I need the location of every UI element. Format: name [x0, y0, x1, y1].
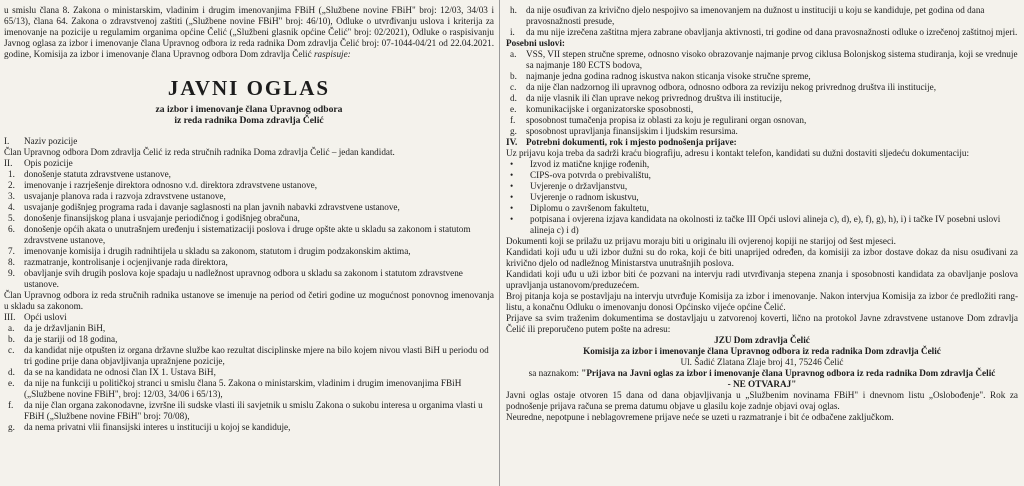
item-marker: e. [8, 378, 15, 388]
special-conditions-list [506, 49, 1018, 137]
item-marker: 6. [8, 224, 15, 234]
paragraph-interview: Kandidati koji uđu u uži izbor biti će pozvani na intervju radi utvrđivanja stepena znanja i sposobnosti kandidata za obavljanje poslova upravljanja ustanovom/preduzećem. [506, 269, 1018, 290]
general-conditions-list [4, 323, 494, 433]
announcement-title: JAVNI OGLAS [167, 76, 331, 100]
document-text: potpisana i ovjerena izjava kandidata na okolnosti iz tačke III Opći uslovi alineja c), d), e), f), g), h), i) i tačke IV posebni uslovi alineja c) i d) [530, 214, 1001, 235]
item-text: usvajanje godišnjeg programa rada i davanje saglasnosti na plan javnih nabavki zdravstvene ustanove, [24, 202, 400, 212]
list-item [4, 400, 494, 422]
item-marker: i. [510, 27, 515, 37]
item-text: donošenje finansijskog plana i usvajanje periodičnog i godišnjeg obračuna, [24, 213, 300, 223]
intro-tail: raspisuje: [313, 49, 351, 59]
document-text: Diplomu o završenom fakultetu, [530, 203, 649, 213]
address-marking [506, 368, 1018, 379]
item-text: da nije član nadzornog ili upravnog odbora, odnosno odbora za reviziju nekog privrednog društva ili institucije, [526, 82, 937, 92]
item-marker: 4. [8, 202, 15, 212]
position-text: Član Upravnog odbora Dom zdravlja Čelić iz reda stručnih radnika Doma zdravlja Čelić – jedan kandidat. [4, 147, 395, 157]
item-text: donošenje općih akata o unutrašnjem uređenju i sistematizaciji poslova i druge opšte akte u skladu sa zakonom i statutom zdravstvene ustanove, [24, 224, 471, 245]
section-number: III. [4, 312, 16, 322]
paragraph-deadline: Javni oglas ostaje otvoren 15 dana od dana objavljivanja u „Službenim novinama FBiH" i dnevnom listu „Oslobođenje". Rok za podnošenje prijava računa se prema datumu objave u glasilu koje zadnje objavi ovaj oglas. [506, 390, 1018, 411]
section-heading [4, 136, 494, 147]
item-marker: 3. [8, 191, 15, 201]
item-text: da je državljanin BiH, [24, 323, 106, 333]
paragraph-delivery: Prijave sa svim traženim dokumentima se dostavljaju u zatvorenoj koverti, lično na protokol Javne zdravstvene ustanove Dom zdravlja Čelić ili preporučeno putem pošte na adresu: [506, 313, 1018, 334]
item-marker: 5. [8, 213, 15, 223]
item-text: da nije vlasnik ili član uprave nekog privrednog društva ili institucije, [526, 93, 782, 103]
address-line-2: Komisija za izbor i imenovanje člana Upravnog odbora iz reda radnika Dom zdravlja Čelić [583, 346, 941, 356]
list-item [4, 213, 494, 224]
paragraph-originals: Dokumenti koji se prilažu uz prijavu moraju biti u originalu ili ovjerenoj kopiji ne starijoj od šest mjeseci. [506, 236, 896, 246]
do-not-open-line: - NE OTVARAJ" [727, 379, 797, 389]
list-item [506, 71, 1018, 82]
item-text: usvajanje planova rada i razvoja zdravstvene ustanove, [24, 191, 226, 201]
list-item [506, 82, 1018, 93]
document-item [506, 159, 1018, 170]
item-text: imenovanje komisija i drugih radnihtijela u skladu sa zakonom, statutom i drugim podzakonskim aktima, [24, 246, 411, 256]
document-text: Uvjerenje o državljanstvu, [530, 181, 628, 191]
item-marker: a. [510, 49, 517, 59]
item-marker: b. [8, 334, 15, 344]
item-marker: b. [510, 71, 517, 81]
bullet-icon: • [510, 214, 514, 224]
item-marker: a. [8, 323, 15, 333]
item-marker: d. [8, 367, 15, 377]
section-title: Potrebni dokumenti, rok i mjesto podnošenja prijave: [526, 137, 737, 147]
document-text: CIPS-ova potvrda o prebivalištu, [530, 170, 651, 180]
bullet-icon: • [510, 203, 514, 213]
marking-text: "Prijava na Javni oglas za izbor i imenovanje člana Upravnog odbora iz reda radnika Dom zdravlja Čelić [581, 368, 996, 378]
section-title: Opći uslovi [24, 312, 67, 322]
right-column [506, 5, 1018, 423]
list-item [4, 191, 494, 202]
item-text: imenovanje i razrješenje direktora odnosno v.d. direktora zdravstvene ustanove, [24, 180, 318, 190]
left-column [4, 5, 494, 433]
bullet-icon: • [510, 159, 514, 169]
item-marker: 7. [8, 246, 15, 256]
list-item [506, 27, 1018, 38]
item-marker: h. [510, 5, 517, 15]
paragraph-rejection: Neuredne, nepotpune i neblagovremene prijave neće se uzeti u razmatranje i bit će odbačene zaključkom. [506, 412, 894, 422]
list-item [4, 422, 494, 433]
list-item [506, 126, 1018, 137]
item-text: da nema privatni vlii finansijski interes u instituciji u kojoj se kandiduje, [24, 422, 291, 432]
item-marker: f. [8, 400, 14, 410]
item-text: da se na kandidata ne odnosi član IX 1. Ustava BiH, [24, 367, 216, 377]
announcement-subtitle [4, 104, 494, 126]
item-marker: d. [510, 93, 517, 103]
item-text: da nije na funkciji u političkoj stranci u smislu člana 5. Zakona o ministarskim, vladinim i drugim imenovanjima FBiH („Službene novine FBiH", broj: 12/03, 34/06 i 65/13), [24, 378, 462, 399]
document-text: Uvjerenje o radnom iskustvu, [530, 192, 639, 202]
document-item [506, 170, 1018, 181]
item-text: donošenje statuta zdravstvene ustanove, [24, 169, 171, 179]
list-item [4, 169, 494, 180]
address-line-3: Ul. Šadić Zlatana Zlaje broj 41, 75246 Čelić [680, 357, 844, 367]
paragraph-shortlist: Kandidati koji uđu u uži izbor dužni su do roka, koji će biti unaprijed određen, da komisiji za izbor dostave dokaz da nisu osuđivani za krivično djelo od nadležnog Ministarstva unutrašnjih poslova. [506, 247, 1018, 268]
list-item [4, 180, 494, 191]
section-title: Opis pozicije [24, 158, 73, 168]
section-heading [4, 158, 494, 169]
section-heading [4, 312, 494, 323]
documents-intro: Uz prijavu koja treba da sadrži kraću biografiju, adresu i kontakt telefon, kandidati su dužni dostaviti sljedeću dokumentaciju: [506, 148, 970, 158]
subtitle-line-2: iz reda radnika Doma zdravlja Čelić [174, 115, 324, 126]
bullet-icon: • [510, 181, 514, 191]
document-item [506, 214, 1018, 236]
list-item [4, 224, 494, 246]
bullet-icon: • [510, 192, 514, 202]
subtitle-line-1: za izbor i imenovanje člana Upravnog odbora [155, 104, 343, 115]
bullet-icon: • [510, 170, 514, 180]
section-heading [506, 137, 1018, 148]
intro-paragraph [4, 5, 494, 60]
item-marker: 1. [8, 169, 15, 179]
list-item [4, 323, 494, 334]
term-note: Član Upravnog odbora iz reda stručnih radnika ustanove se imenuje na period od četiri godine uz mogućnost ponovnog imenovanja u skladu sa zakonom. [4, 290, 494, 311]
item-text: da nije osuđivan za krivično djelo nespojivo sa imenovanjem na dužnost u instituciji u koju se kandiduje, pet godina od dana pravosnažnosti presude, [526, 5, 985, 26]
list-item [506, 5, 1018, 27]
column-divider [499, 0, 500, 486]
item-marker: f. [510, 115, 516, 125]
item-text: razmatranje, kontrolisanje i ocjenjivanje rada direktora, [24, 257, 228, 267]
special-conditions-title: Posebni uslovi: [506, 38, 565, 48]
list-item [4, 345, 494, 367]
item-marker: c. [510, 82, 517, 92]
list-item [506, 115, 1018, 126]
list-item [4, 202, 494, 213]
document-item [506, 203, 1018, 214]
document-item [506, 192, 1018, 203]
item-text: sposobnost upravljanja finansijskim i ljudskim resursima. [526, 126, 738, 136]
item-text: da mu nije izrečena zaštitna mjera zabrane obavljanja aktivnosti, tri godine od dana pravosnažnosti odluke o izrečenoj zaštitnoj mjeri. [526, 27, 1018, 37]
item-text: komunikacijske i organizatorske sposobnosti, [526, 104, 694, 114]
item-text: da kandidat nije otpušten iz organa državne službe kao rezultat disciplinske mjere na bilo kojem nivou vlasti BiH u periodu od tri godine prije dana objavljivanja upražnjene pozicije, [24, 345, 489, 366]
list-item [4, 334, 494, 345]
list-item [4, 367, 494, 378]
item-marker: e. [510, 104, 517, 114]
item-text: najmanje jedna godina radnog iskustva nakon sticanja visoke stručne spreme, [526, 71, 811, 81]
item-text: da je stariji od 18 godina, [24, 334, 118, 344]
list-item [4, 378, 494, 400]
marking-prefix: sa naznakom: [528, 368, 579, 378]
list-item [506, 49, 1018, 71]
document-text: Izvod iz matične knjige rođenih, [530, 159, 650, 169]
list-item [4, 246, 494, 257]
item-text: sposobnost tumačenja propisa iz oblasti za koju je regulirani organ osnovan, [526, 115, 807, 125]
intro-text: u smislu člana 8. Zakona o ministarskim, vladinim i drugim imenovanjima FBiH („Službene novine FBiH" broj: 12/03, 34/03 i 65/13), člana 64. Zakona o zdravstvenoj zaštiti („Službene novine FBiH" broj: 46/10), Odluke o utvrđivanju uslova i kriterija za imenovanje na pozicije u regulamim organima općine Čelić („Službeni glasnik općine Čelić" broj: 02/2021), Odluke o raspisivanju Javnog oglasa za izbor i imenovanje člana Upravnog odbora iz reda radnika Dom zdravlja Čelić broj: 07-1044-04/21 od 22.04.2021. godine, Komisija za izbor i imenovanje člana Upravnog odbora Dom zdravlja Čelić [4, 5, 494, 59]
item-marker: g. [510, 126, 517, 136]
item-marker: g. [8, 422, 15, 432]
list-item [4, 268, 494, 290]
section-title: Naziv pozicije [24, 136, 78, 146]
document-item [506, 181, 1018, 192]
item-text: obavljanje svih drugih poslova koje spadaju u nadležnost upravnog odbora u skladu sa zakonom i statutom zdravstvene ustanove. [24, 268, 463, 289]
item-text: VSS, VII stepen stručne spreme, odnosno visoko obrazovanje najmanje prvog ciklusa Bolonjskog sistema studiranja, koji se vrednuje sa najmanje 180 ECTS bodova, [526, 49, 1018, 70]
list-item [506, 93, 1018, 104]
section-number: I. [4, 136, 10, 146]
section-number: IV. [506, 137, 518, 147]
item-marker: 8. [8, 257, 15, 267]
paragraph-commission: Broj pitanja koja se postavljaju na intervju utvrđuje Komisija za izbor i imenovanje. Nakon intervjua Komisija za izbor će predložiti rang-listu, a konačnu Odluku o imenovanju donosi Općinsko vijeće općine Čelić. [506, 291, 1018, 312]
address-line-1: JZU Dom zdravlja Čelić [714, 335, 810, 345]
list-item [4, 257, 494, 268]
position-duties-list [4, 169, 494, 290]
documents-list [506, 159, 1018, 236]
item-text: da nije član organa zakonodavne, izvršne ili sudske vlasti ili savjetnik u smislu Zakona o sukobu interesa u organima vlasti u FBiH („Službene novine FBiH" broj: 70/08), [24, 400, 483, 421]
list-item [506, 104, 1018, 115]
general-conditions-continued [506, 5, 1018, 38]
section-number: II. [4, 158, 13, 168]
item-marker: c. [8, 345, 15, 355]
item-marker: 9. [8, 268, 15, 278]
item-marker: 2. [8, 180, 15, 190]
